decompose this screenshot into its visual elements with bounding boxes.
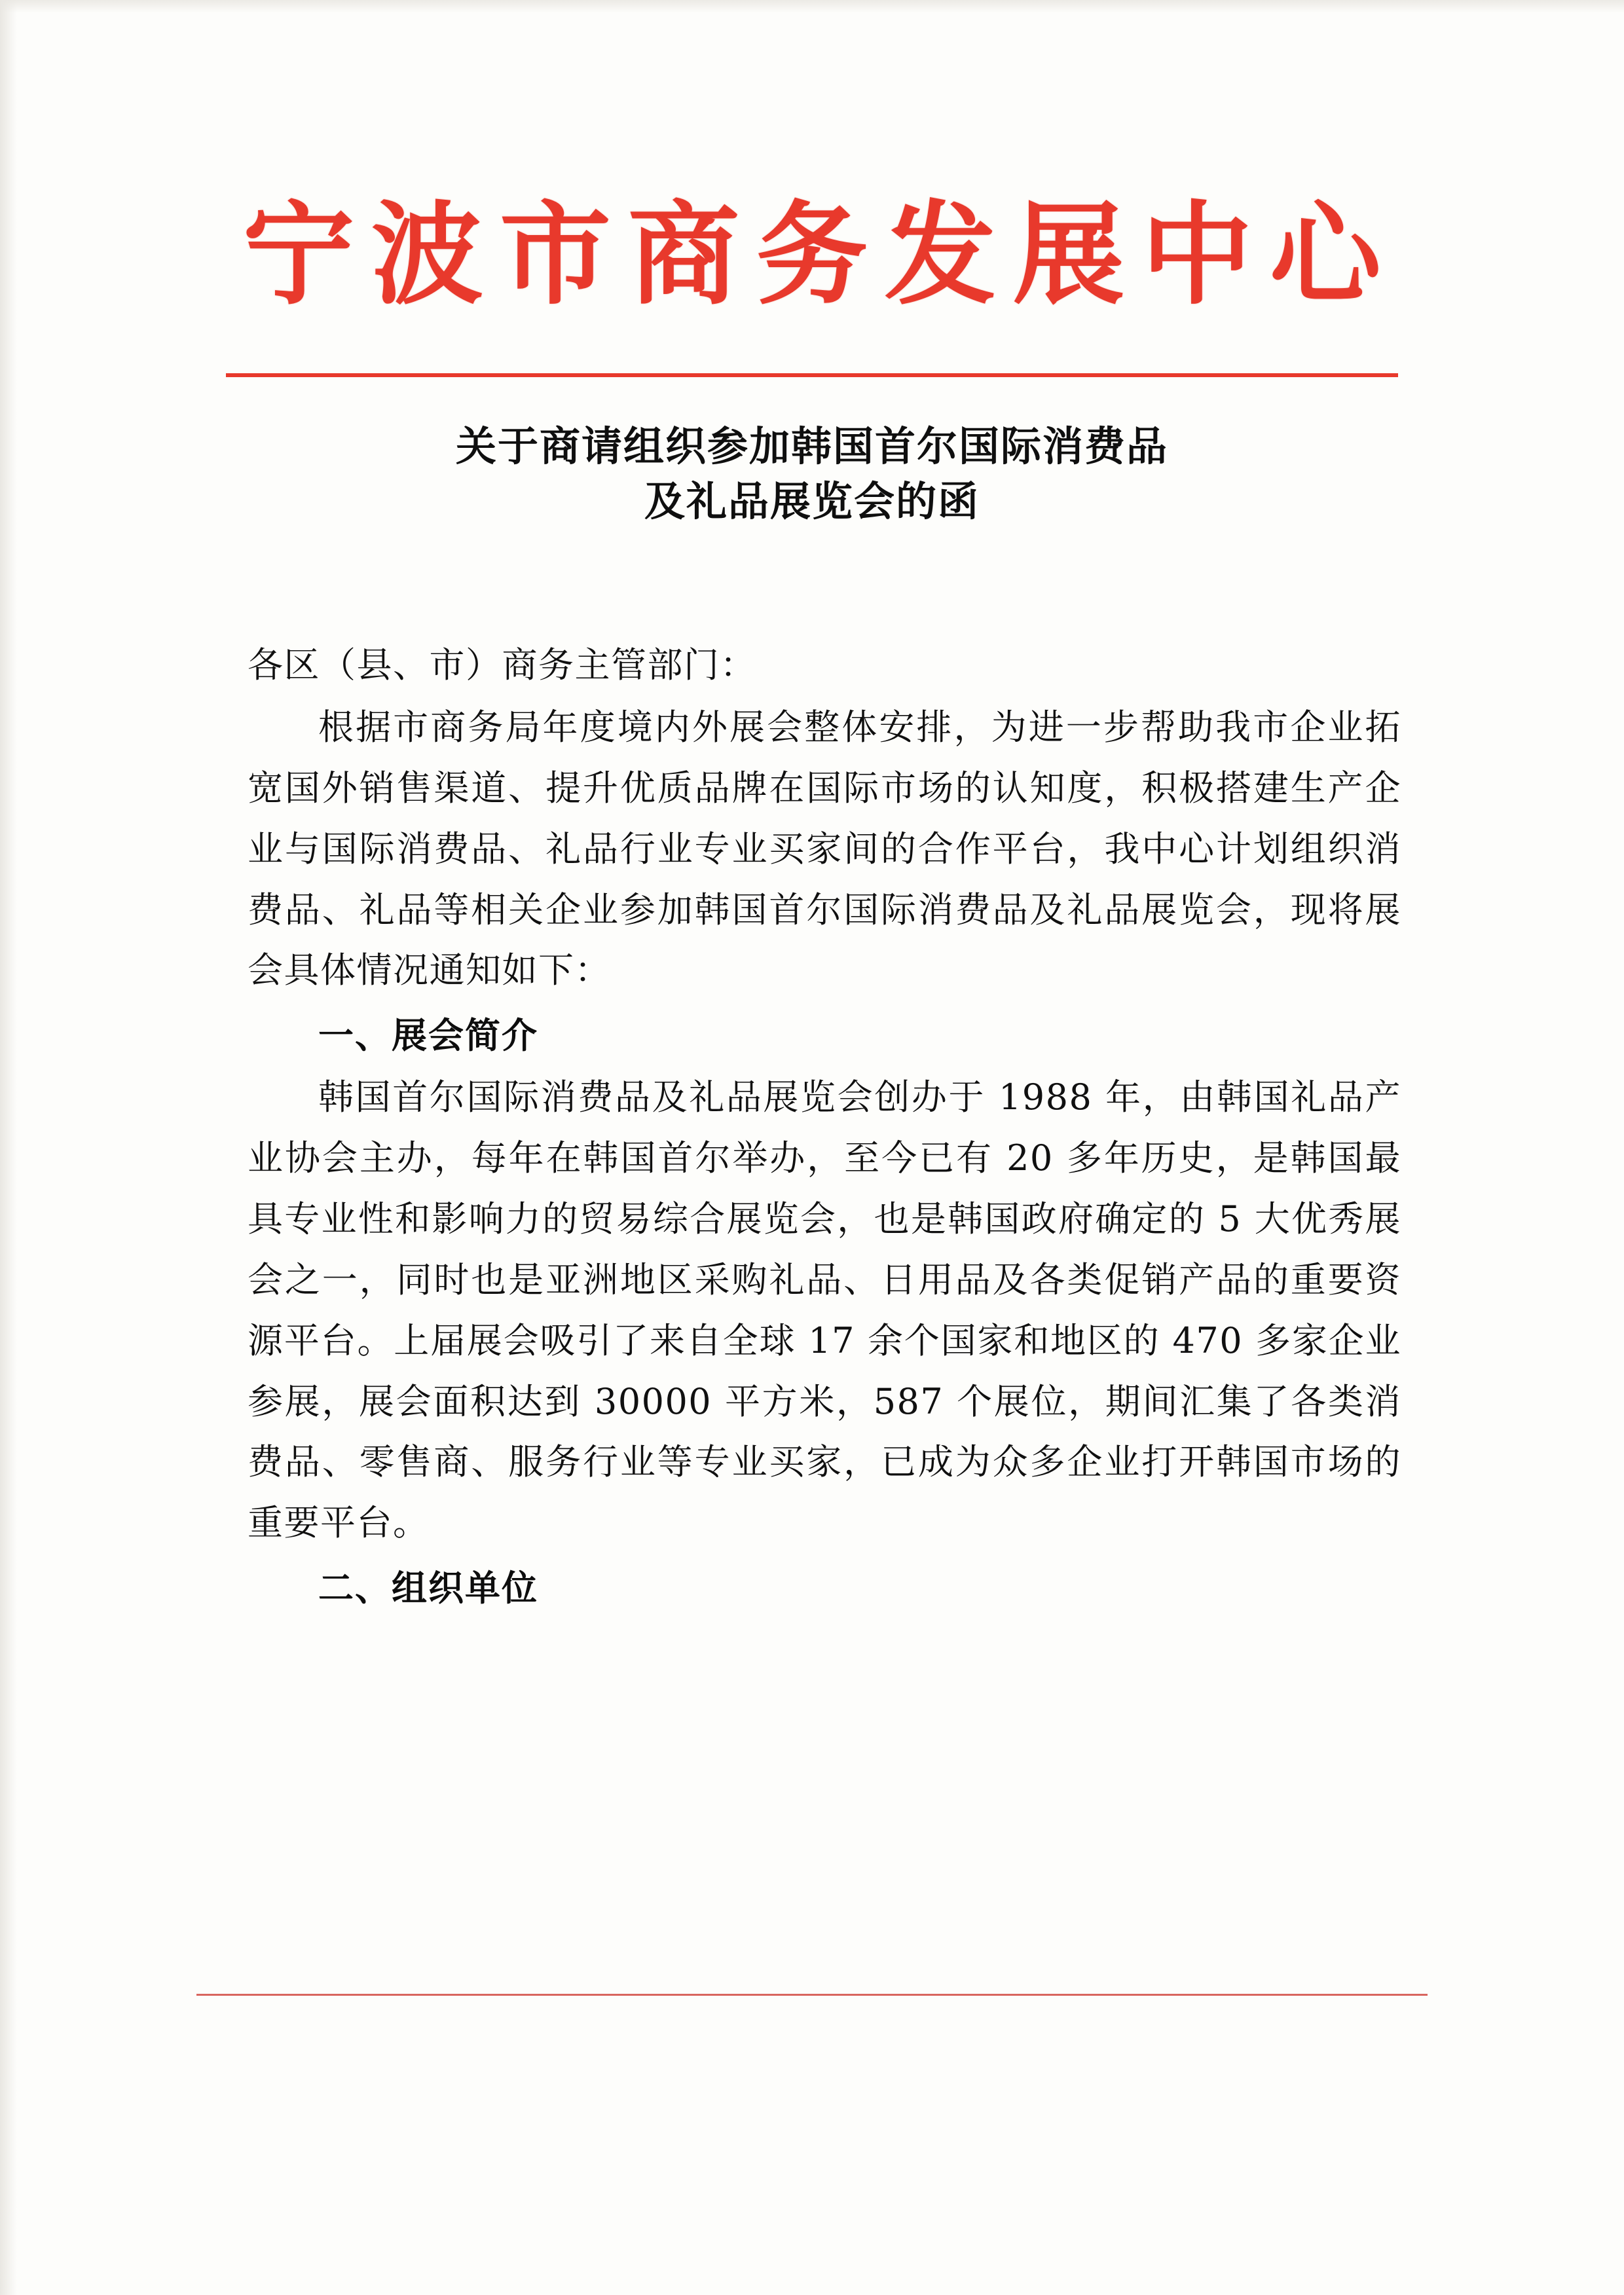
section-heading-2: 二、组织单位 xyxy=(318,1567,538,1609)
document-body xyxy=(248,635,1401,1620)
section-heading-1: 一、展会简介 xyxy=(318,1014,538,1057)
scan-edge-top xyxy=(0,0,1624,13)
page-title-line-1: 关于商请组织参加韩国首尔国际消费品 xyxy=(455,422,1168,470)
footer-divider xyxy=(196,1994,1428,1996)
letterhead-divider xyxy=(226,373,1398,377)
letterhead-organization: 宁波市商务发展中心 xyxy=(242,189,1398,320)
page-title-line-2: 及礼品展览会的函 xyxy=(644,477,980,525)
letterhead xyxy=(0,189,1624,320)
scan-edge-left xyxy=(0,0,17,2295)
section-body-1: 韩国首尔国际消费品及礼品展览会创办于 1988 年，由韩国礼品产业协会主办，每年在韩国首尔举办，至今已有 20 多年历史，是韩国最具专业性和影响力的贸易综合展览会，也是韩国政府确定的 5 大优秀展会之一，同时也是亚洲地区采购礼品、日用品及各类促销产品的重要资源平台。上届展会吸引了来自全球 17 余个国家和地区的 470 多家企业参展，展会面积达到 30000 平方米，587 个展位，期间汇集了各类消费品、零售商、服务行业等专业买家，已成为众多企业打开韩国市场的重要平台。 xyxy=(248,1076,1401,1544)
page-title xyxy=(216,419,1408,528)
salutation: 各区（县、市）商务主管部门： xyxy=(248,644,756,686)
intro-paragraph: 根据市商务局年度境内外展会整体安排，为进一步帮助我市企业拓宽国外销售渠道、提升优质品牌在国际市场的认知度，积极搭建生产企业与国际消费品、礼品行业专业买家间的合作平台，我中心计划组织消费品、礼品等相关企业参加韩国首尔国际消费品及礼品展览会，现将展会具体情况通知如下： xyxy=(248,706,1401,991)
